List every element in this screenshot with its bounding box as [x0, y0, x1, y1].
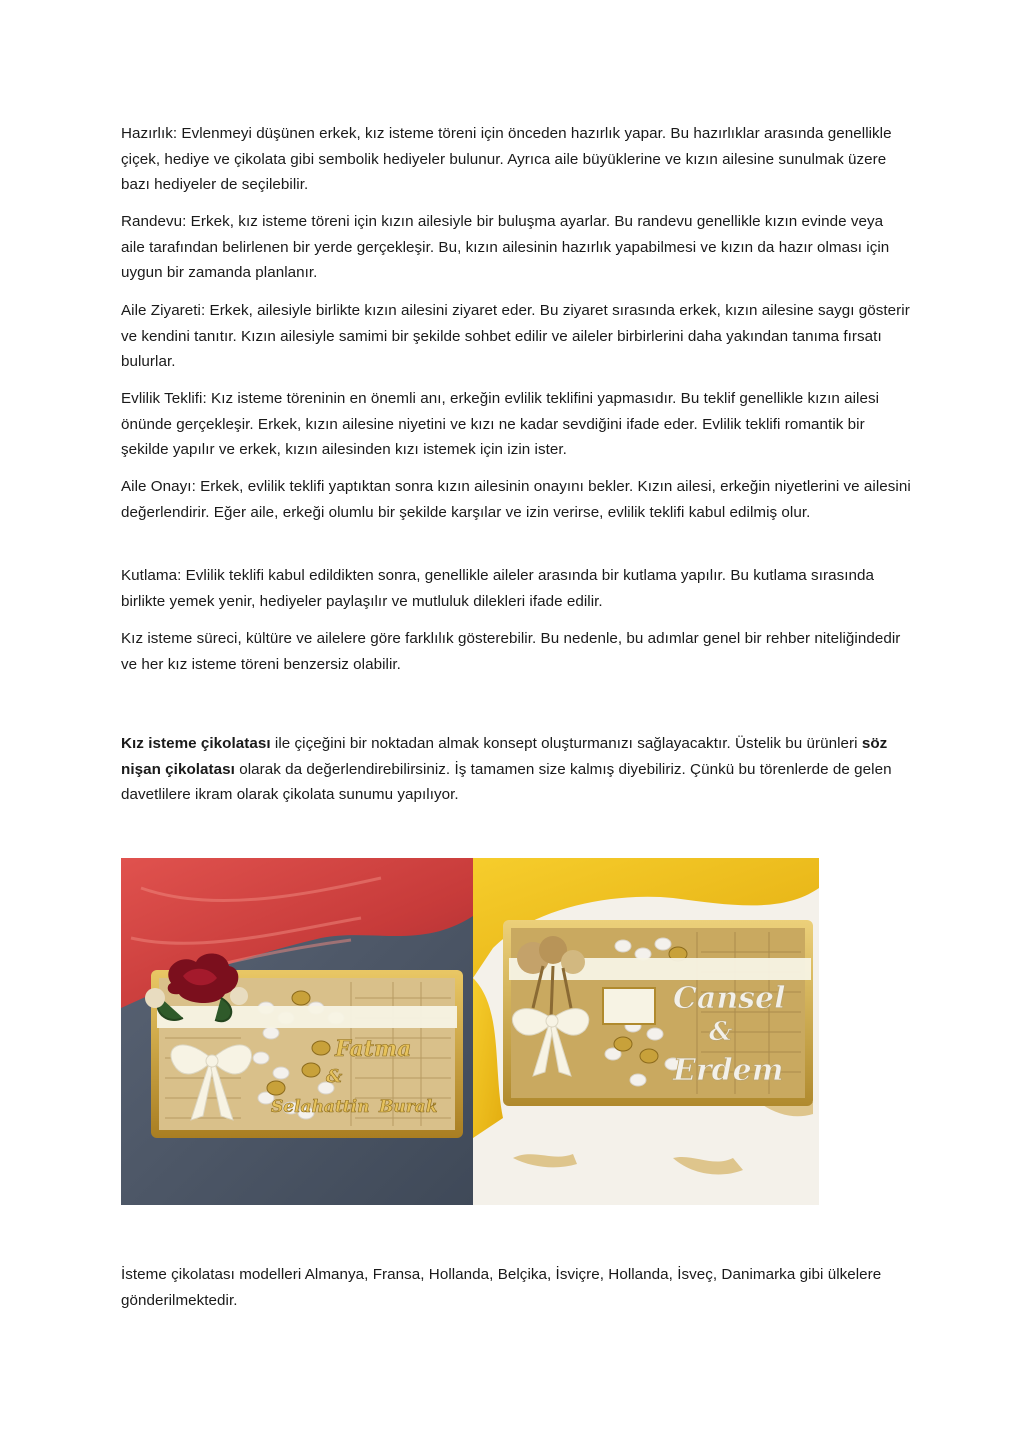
paragraph-aile-onayi: Aile Onayı: Erkek, evlilik teklifi yaptıktan sonra kızın ailesinin onayını bekler. Kızın ailesi, erkeğin niyetlerini ve ailesini değerlendirir. Eğer aile, erkeği olumlu bir şekilde karşılar ve izin verirse, evlilik teklifi kabul edilmiş olur.	[121, 478, 911, 521]
promo-text-1: ile çiçeğini bir noktadan almak konsept oluşturmanızı sağlayacaktır. Üstelik bu ürünleri	[270, 735, 862, 752]
paragraph-randevu: Randevu: Erkek, kız isteme töreni için kızın ailesiyle bir buluşma ayarlar. Bu randevu genellikle kızın evinde veya aile tarafından belirlenen bir yerde gerçekleşir. Bu, kızın ailesinin hazırlık yapabilmesi ve kızın da hazır olması için uygun bir zamanda planlanır.	[121, 213, 890, 281]
paragraph-surec: Kız isteme süreci, kültüre ve ailelere göre farklılık gösterebilir. Bu nedenle, bu adımlar genel bir rehber niteliğindedir ve her kız isteme töreni benzersiz olabilir.	[121, 630, 901, 673]
name-label-fatma: Fatma	[335, 1036, 412, 1062]
paragraph-kutlama: Kutlama: Evlilik teklifi kabul edildikten sonra, genellikle aileler arasında bir kutlama yapılır. Bu kutlama sırasında birlikte yemek yenir, hediyeler paylaşılır ve mutluluk dilekleri ifade edilir.	[121, 567, 874, 610]
name-label-selahattin: Selahattin	[271, 1097, 370, 1117]
paragraph-evlilik-teklifi: Evlilik Teklifi: Kız isteme töreninin en önemli anı, erkeğin evlilik teklifini yapmasıdır. Bu teklif genellikle kızın ailesi önünde gerçekleşir. Erkek, kızın ailesine niyetini ve kızı ne kadar sevdiğini ifade eder. Evlilik teklifi romantik bir şekilde yapılır ve erkek, kızın ailesinden kızı istemek için izin ister.	[121, 390, 880, 458]
ampersand-left: &	[326, 1066, 343, 1087]
ampersand-right: &	[709, 1017, 733, 1047]
paragraph-shipping-countries: İsteme çikolatası modelleri Almanya, Fransa, Hollanda, Belçika, İsviçre, Hollanda, İsveç, Danimarka gibi ülkelere gönderilmektedir.	[121, 1266, 882, 1309]
keyword-kiz-isteme-cikolatasi[interactable]: Kız isteme çikolatası	[121, 735, 271, 752]
paragraph-promo	[121, 731, 911, 808]
paragraph-aile-ziyareti: Aile Ziyareti: Erkek, ailesiyle birlikte kızın ailesini ziyaret eder. Bu ziyaret sırasında erkek, kızın ailesine saygı gösterir ve kendini tanıtır. Kızın ailesiyle samimi bir şekilde sohbet edilir ve aileler birbirlerini daha yakından tanıma fırsatı bulurlar.	[121, 302, 910, 370]
name-label-burak: Burak	[379, 1097, 438, 1117]
name-label-cansel: Cansel	[673, 981, 786, 1016]
name-label-erdem: Erdem	[673, 1053, 784, 1088]
product-photo-yellow	[473, 858, 819, 1205]
promo-text-2: olarak da değerlendirebilirsiniz. İş tamamen size kalmış diyebiliriz. Çünkü bu törenlerde de gelen davetlilere ikram olarak çikolata sunumu yapılıyor.	[121, 760, 892, 803]
paragraph-hazirlik: Hazırlık: Evlenmeyi düşünen erkek, kız isteme töreni için önceden hazırlık yapar. Bu hazırlıklar arasında genellikle çiçek, hediye ve çikolata gibi sembolik hediyeler bulunur. Ayrıca aile büyüklerine ve kızın ailesine sunulmak üzere bazı hediyeler de seçilebilir.	[121, 125, 892, 193]
keyword-soz-nisan-cikolatasi[interactable]: söz nişan çikolatası	[121, 735, 888, 778]
product-photo-red	[121, 858, 473, 1205]
